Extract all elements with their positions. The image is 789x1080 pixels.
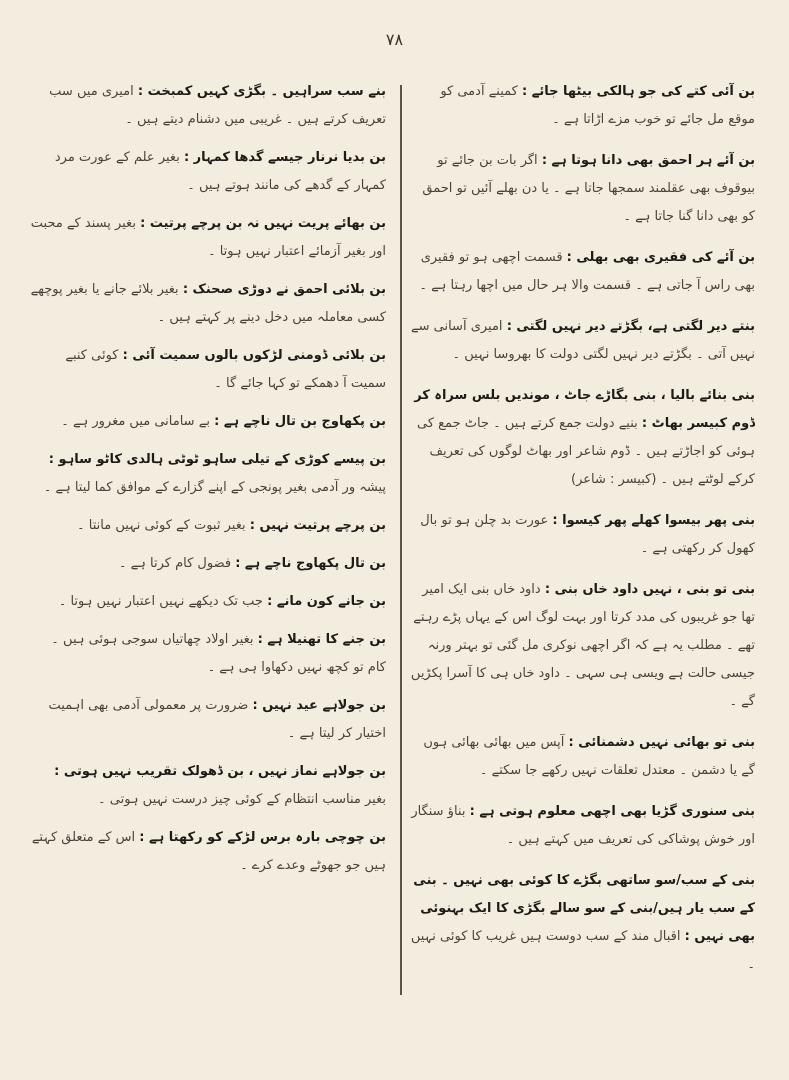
- entry-definition: امیری آسانی سے نہیں آتی ۔ بگڑتے دیر نہیں لگتی دولت کا بھروسا نہیں ۔: [411, 319, 755, 362]
- entry: [30, 446, 386, 502]
- entry: [410, 576, 755, 716]
- entry-headword: بن پکھاوج بن تال ناچے ہے :: [214, 414, 386, 429]
- entry: [30, 144, 386, 200]
- entry: [30, 692, 386, 748]
- entry-definition: داود خاں بنی ایک امیر تھا جو غریبوں کی مدد کرتا اور بہت لوگ اس کے یہاں پڑے رہتے تھے ۔ مطلب یہ ہے کہ اگر اچھی نوکری مل گئی تو بہتر ورنہ جیسی حالت ہے ویسی ہی سہی ۔ داود خاں ہی کا آسرا پکڑیں گے ۔: [410, 582, 755, 709]
- entry-headword: بن بلائی ڈومنی لڑکوں بالوں سمیت آئی :: [122, 348, 386, 363]
- entry-definition: بغیر ثبوت کے کوئی نہیں مانتا ۔: [77, 518, 246, 533]
- entry: [30, 276, 386, 332]
- entry: [30, 588, 386, 616]
- entry-definition: بغیر مناسب انتظام کے کوئی چیز درست نہیں ہوتی ۔: [98, 792, 386, 807]
- entry-definition: ضرورت پر معمولی آدمی بھی اہمیت اختیار کر لیتا ہے ۔: [48, 698, 386, 741]
- entry: [410, 313, 755, 369]
- column-divider: [400, 85, 402, 995]
- page-number: ۷۸: [385, 30, 404, 49]
- entry-headword: بن بھائے پریت نہیں نہ بن پرچے پرتیت :: [140, 216, 386, 231]
- entry-headword: بنی سنوری گڑیا بھی اچھی معلوم ہوتی ہے :: [469, 804, 755, 819]
- entry-definition: اگر بات بن جائے تو بیوقوف بھی عقلمند سمجھا جاتا ہے ۔ یا دن بھلے آئیں تو احمق کو بھی دانا گنا جاتا ہے ۔: [422, 153, 755, 224]
- entry: [30, 408, 386, 436]
- entry-headword: بن آئے کی فقیری بھی بھلی :: [566, 250, 755, 265]
- entry-headword: بنی پھر بیسوا کھلے پھر کیسوا :: [552, 513, 755, 528]
- entry-definition: جب تک دیکھے نہیں اعتبار نہیں ہوتا ۔: [58, 594, 263, 609]
- entry-definition: اقبال مند کے سب دوست ہیں غریب کا کوئی نہیں ۔: [410, 929, 755, 972]
- entry: [30, 626, 386, 682]
- entry-headword: بنی تو بھائی نہیں دشمنائی :: [568, 735, 755, 750]
- entry-definition: امیری میں سب تعریف کرتے ہیں ۔ غریبی میں دشنام دیتے ہیں ۔: [49, 84, 386, 127]
- entry-headword: بن جنے کا تھنیلا ہے :: [257, 632, 386, 647]
- entry: [410, 244, 755, 300]
- entry-headword: بن جانے کون مانے :: [267, 594, 386, 609]
- entry: [30, 824, 386, 880]
- entry: [410, 147, 755, 231]
- entry-headword: بن آئے ہر احمق بھی دانا ہوتا ہے :: [541, 153, 755, 168]
- entry-definition: کمینے آدمی کو موقع مل جائے تو خوب مزے اڑاتا ہے ۔: [440, 84, 755, 127]
- entry-headword: بن چوچی بارہ برس لڑکے کو رکھتا ہے :: [139, 830, 386, 845]
- entry-headword: بنی کے سب/سو ساتھی بگڑے کا کوئی بھی نہیں ۔ بنی کے سب یار ہیں/بنی کے سو سالے بگڑی کا ایک بہنوئی بھی نہیں :: [413, 873, 755, 944]
- entry-headword: بن آئی کتے کی جو ہالکی بیٹھا جائے :: [522, 84, 755, 99]
- entry-headword: بن تال پکھاوج ناچے ہے :: [235, 556, 386, 571]
- entry: [30, 550, 386, 578]
- entry-headword: بن جولاہے نماز نہیں ، بن ڈھولک تقریب نہیں ہوتی :: [54, 764, 386, 779]
- entry: [410, 798, 755, 854]
- entry-definition: بغیر بلائے جانے یا بغیر پوچھے کسی معاملہ میں دخل دینے پر کہتے ہیں ۔: [30, 282, 386, 325]
- entry-headword: بنی تو بنی ، نہیں داود خاں بنی :: [544, 582, 755, 597]
- right-column: [410, 78, 755, 1068]
- entry-definition: بناؤ سنگار اور خوش پوشاکی کی تعریف میں کہتے ہیں ۔: [411, 804, 755, 847]
- entry: [410, 729, 755, 785]
- entry-headword: بن پرچے پرتیت نہیں :: [249, 518, 386, 533]
- entry-definition: عورت بد چلن ہو تو بال کھول کر رکھتی ہے ۔: [420, 513, 755, 556]
- entry-definition: پیشہ ور آدمی بغیر پونجی کے اپنے گزارے کے موافق کما لیتا ہے ۔: [43, 480, 386, 495]
- entry: [30, 210, 386, 266]
- entry: [30, 342, 386, 398]
- entry-definition: بے سامانی میں مغرور ہے ۔: [61, 414, 210, 429]
- entry-definition: بغیر اولاد چھاتیاں سوجی ہوئی ہیں ۔ کام تو کچھ نہیں دکھاوا ہی ہے ۔: [51, 632, 386, 675]
- entry-headword: بن پیسے کوڑی کے تیلی ساہو ٹوٹی ہالدی کاٹو ساہو :: [48, 452, 386, 467]
- entry-definition: بنیے دولت جمع کرتے ہیں ۔ جاٹ جمع کی ہوئی کو اجاڑتے ہیں ۔ ڈوم شاعر اور بھاٹ لوگوں کی تعریف کرکے لوٹتے ہیں ۔ (کبیسر : شاعر): [416, 416, 755, 487]
- left-column: [30, 78, 386, 1068]
- entry: [30, 758, 386, 814]
- entry: [30, 512, 386, 540]
- entry-definition: فضول کام کرتا ہے ۔: [118, 556, 232, 571]
- entry-headword: بن بلائی احمق نے دوڑی صحنک :: [182, 282, 386, 297]
- entry-headword: بنے سب سراہیں ۔ بگڑی کہیں کمبخت :: [137, 84, 386, 99]
- entry-headword: بنی بنائے بالیا ، بنی بگاڑے جاٹ ، موندیں بلس سراہ کر ڈوم کبیسر بھاٹ :: [414, 388, 755, 431]
- entry: [30, 78, 386, 134]
- entry-definition: آپس میں بھائی بھائی ہوں گے یا دشمن ۔ معتدل تعلقات نہیں رکھے جا سکتے ۔: [423, 735, 755, 778]
- entry-definition: بغیر پسند کے محبت اور بغیر آزمائے اعتبار نہیں ہوتا ۔: [30, 216, 386, 259]
- entry-headword: بن بدیا نرنار جیسے گدھا کمہار :: [183, 150, 386, 165]
- entry: [410, 78, 755, 134]
- entry-headword: بنتے دیر لگتی ہے، بگڑتے دیر نہیں لگتی :: [506, 319, 755, 334]
- entry: [410, 507, 755, 563]
- entry: [410, 382, 755, 494]
- entry-definition: بغیر علم کے عورت مرد کمہار کے گدھے کی مانند ہوتے ہیں ۔: [54, 150, 386, 193]
- entry-definition: کوئی کنبے سمیت آ دھمکے تو کہا جائے گا ۔: [65, 348, 386, 391]
- entry-definition: اس کے متعلق کہتے ہیں جو جھوٹے وعدے کرے ۔: [31, 830, 386, 873]
- entry-headword: بن جولاہے عید نہیں :: [252, 698, 386, 713]
- entry: [410, 867, 755, 979]
- entry-definition: قسمت اچھی ہو تو فقیری بھی راس آ جاتی ہے ۔ قسمت والا ہر حال میں اچھا رہتا ہے ۔: [419, 250, 755, 293]
